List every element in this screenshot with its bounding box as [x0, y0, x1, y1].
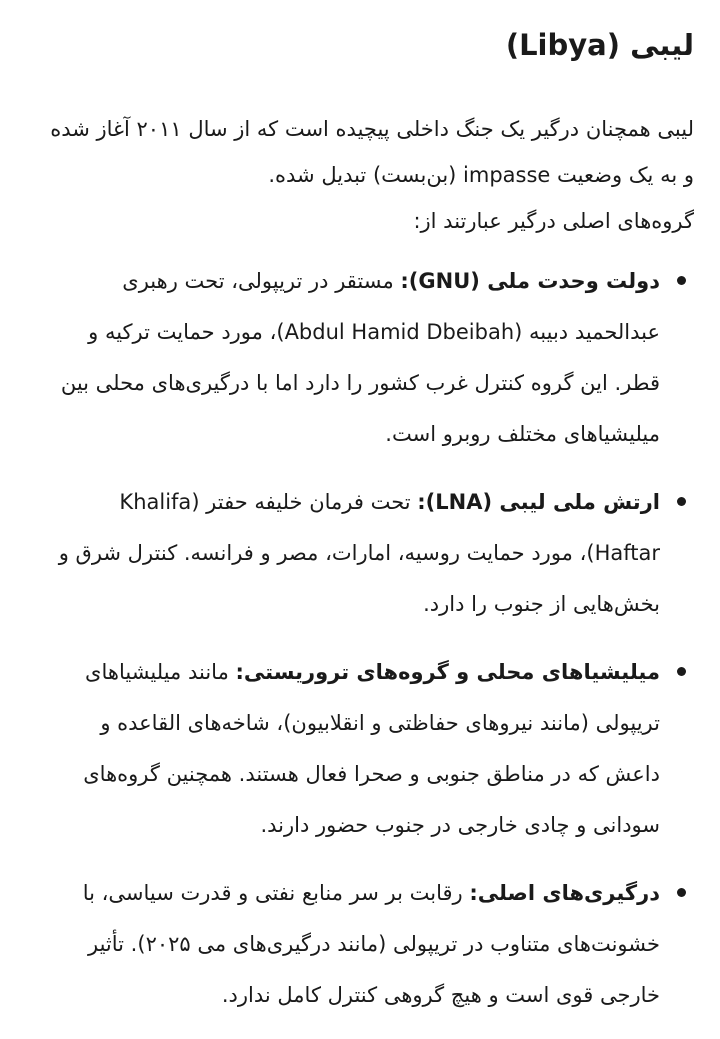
list-item [40, 477, 694, 630]
list-item-term: درگیری‌های اصلی: [469, 881, 660, 905]
list-item-term: میلیشیاهای محلی و گروه‌های تروریستی: [235, 660, 660, 684]
section-title: لیبی (Libya) [505, 28, 694, 62]
list-item-text: مانند میلیشیاهای تریپولی (مانند نیروهای حفاظتی و انقلابیون)، شاخه‌های القاعده و داعش که در مناطق جنوبی و صحرا فعال هستند. همچنین گروه‌های سودانی و چادی خارجی در جنوب حضور دارند. [83, 660, 660, 837]
intro-paragraph [40, 106, 694, 244]
list-item-text: رقابت بر سر منابع نفتی و قدرت سیاسی، با خشونت‌های متناوب در تریپولی (مانند درگیری‌های می ۲۰۲۵). تأثیر خارجی قوی است و هیچ گروهی کنترل کامل ندارد. [82, 881, 660, 1007]
list-item [40, 256, 694, 460]
list-item-term: دولت وحدت ملی (GNU): [400, 269, 660, 293]
bullet-icon [677, 497, 686, 506]
list-item-text: تحت فرمان خلیفه حفتر (Khalifa Haftar)، مورد حمایت روسیه، امارات، مصر و فرانسه. کنترل شرق و بخش‌هایی از جنوب را دارد. [58, 490, 660, 616]
bullet-icon [677, 667, 686, 676]
intro-line: لیبی همچنان درگیر یک جنگ داخلی پیچیده است که از سال ۲۰۱۱ آغاز شده و به یک وضعیت impasse (بن‌بست) تبدیل شده. [50, 117, 694, 187]
list-item-text: مستقر در تریپولی، تحت رهبری عبدالحمید دبیبه (Abdul Hamid Dbeibah)، مورد حمایت ترکیه و قطر. این گروه کنترل غرب کشور را دارد اما با درگیری‌های محلی بین میلیشیاهای مختلف روبرو است. [60, 269, 660, 446]
groups-list [40, 256, 694, 1021]
list-item [40, 647, 694, 851]
bullet-icon [677, 276, 686, 285]
list-item [40, 868, 694, 1021]
list-item-term: ارتش ملی لیبی (LNA): [417, 490, 660, 514]
intro-line: گروه‌های اصلی درگیر عبارتند از: [413, 209, 694, 233]
bullet-icon [677, 888, 686, 897]
